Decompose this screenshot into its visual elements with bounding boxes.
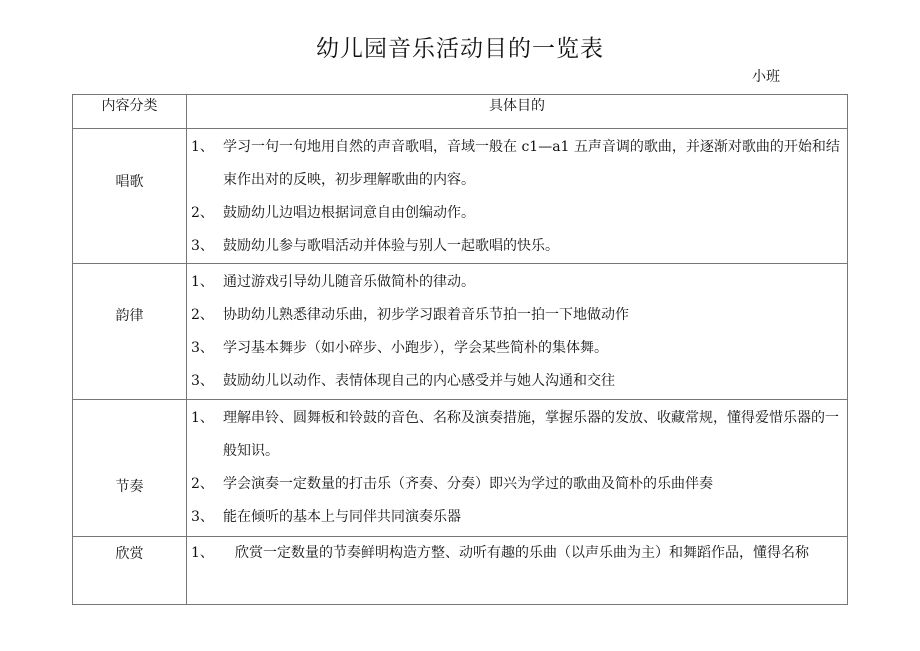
category-cell — [73, 400, 187, 537]
list-item — [191, 332, 847, 365]
item-text: 鼓励幼儿边唱边根据词意自由创编动作。 — [223, 205, 475, 221]
list-item — [191, 537, 847, 570]
category-cell — [73, 537, 187, 605]
category-label: 节奏 — [115, 479, 144, 495]
page-title: 幼儿园音乐活动目的一览表 — [316, 36, 604, 62]
list-item — [191, 501, 847, 534]
table-row — [73, 264, 848, 400]
goals-cell — [187, 129, 848, 264]
grade-label: 小班 — [752, 69, 780, 85]
category-label: 韵律 — [115, 308, 144, 324]
goals-table — [72, 94, 848, 605]
item-number: 2、 — [191, 205, 214, 221]
list-item — [191, 266, 847, 299]
item-text: 通过游戏引导幼儿随音乐做简朴的律动。 — [223, 274, 475, 290]
category-label: 唱歌 — [115, 174, 144, 190]
item-text: 学习基本舞步（如小碎步、小跑步），学会某些简朴的集体舞。 — [223, 340, 608, 356]
list-item — [191, 468, 847, 501]
goals-cell — [187, 400, 848, 537]
header-goals: 具体目的 — [187, 95, 848, 129]
category-cell — [73, 129, 187, 264]
list-item — [191, 230, 847, 263]
goals-cell — [187, 264, 848, 400]
item-number: 2、 — [191, 476, 214, 492]
item-text: 理解串铃、圆舞板和铃鼓的音色、名称及演奏措施，掌握乐器的发放、收藏常规，懂得爱惜乐器的一般知识。 — [223, 410, 839, 459]
item-text: 欣赏一定数量的节奏鲜明构造方整、动听有趣的乐曲（以声乐曲为主）和舞蹈作品，懂得名称 — [235, 545, 809, 561]
item-text: 学习一句一句地用自然的声音歌唱，音域一般在 c1—a1 五声音调的歌曲，并逐渐对歌曲的开始和结束作出对的反映，初步理解歌曲的内容。 — [223, 139, 840, 188]
table-row — [73, 537, 848, 605]
header-category: 内容分类 — [73, 95, 187, 129]
item-number: 3、 — [191, 509, 214, 525]
item-number: 1、 — [191, 410, 214, 426]
item-number: 1、 — [191, 545, 214, 561]
item-text: 学会演奏一定数量的打击乐（齐奏、分奏）即兴为学过的歌曲及简朴的乐曲伴奏 — [223, 476, 713, 492]
list-item — [191, 197, 847, 230]
list-item — [191, 299, 847, 332]
item-text: 鼓励幼儿以动作、表情体现自己的内心感受并与她人沟通和交往 — [223, 373, 615, 389]
category-cell — [73, 264, 187, 400]
item-text: 鼓励幼儿参与歌唱活动并体验与别人一起歌唱的快乐。 — [223, 238, 559, 254]
item-number: 3、 — [191, 340, 214, 356]
list-item — [191, 365, 847, 398]
list-item — [191, 131, 847, 197]
list-item — [191, 402, 847, 468]
table-row — [73, 400, 848, 537]
table-header-row — [73, 95, 848, 129]
item-text: 协助幼儿熟悉律动乐曲，初步学习跟着音乐节拍一拍一下地做动作 — [223, 307, 629, 323]
item-number: 3、 — [191, 373, 214, 389]
table-row — [73, 129, 848, 264]
goals-cell — [187, 537, 848, 605]
item-text: 能在倾听的基本上与同伴共同演奏乐器 — [223, 509, 461, 525]
item-number: 1、 — [191, 274, 214, 290]
category-label: 欣赏 — [115, 546, 144, 562]
item-number: 2、 — [191, 307, 214, 323]
item-number: 3、 — [191, 238, 214, 254]
item-number: 1、 — [191, 139, 214, 155]
